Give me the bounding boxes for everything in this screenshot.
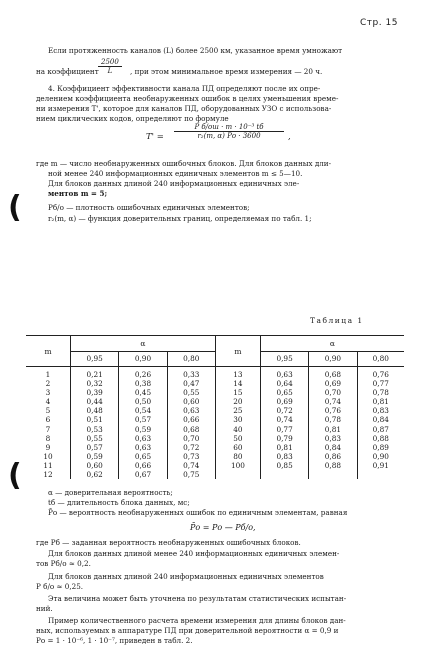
table-cell: 25 bbox=[215, 406, 260, 415]
table-cell bbox=[357, 470, 404, 479]
table-cell: 0,81 bbox=[309, 425, 357, 434]
text-line: r₂(m, α) — функция доверительных границ, определяемая по табл. 1; bbox=[48, 214, 312, 223]
formula-numerator: P б/ош · m · 10⁻³ tб bbox=[174, 123, 284, 132]
table-cell: 0,60 bbox=[167, 397, 215, 406]
text-line: ни измерения T', которое для каналов ПД, оборудованных УЗО с использова- bbox=[36, 104, 332, 113]
scan-binding-mark: ( bbox=[8, 190, 22, 225]
table-cell: 0,78 bbox=[357, 388, 404, 397]
col-header-alpha: α bbox=[260, 336, 404, 352]
table-cell: 0,75 bbox=[167, 470, 215, 479]
text-line: Если протяженность каналов (L) более 2500 км, указанное время умножают bbox=[48, 46, 343, 55]
table-row bbox=[26, 452, 404, 461]
text-line: Пример количественного расчета времени измерения для длины блоков дан- bbox=[48, 616, 346, 625]
table-cell: 0,70 bbox=[309, 388, 357, 397]
table-body bbox=[26, 367, 404, 480]
table-cell: 0,59 bbox=[71, 452, 119, 461]
table-cell: 14 bbox=[215, 379, 260, 388]
text-line: где Pб — заданная вероятность необнаруженных ошибочных блоков. bbox=[36, 538, 301, 547]
alpha-value: 0,90 bbox=[119, 351, 167, 367]
table-cell: 0,73 bbox=[167, 452, 215, 461]
table-cell: 0,53 bbox=[71, 425, 119, 434]
table-cell: 0,86 bbox=[309, 452, 357, 461]
table-cell: 0,67 bbox=[119, 470, 167, 479]
table-cell: 0,76 bbox=[309, 406, 357, 415]
text-line: ной менее 240 информационных единичных элементов m ≤ 5—10. bbox=[48, 169, 303, 178]
table-cell: 0,66 bbox=[167, 415, 215, 424]
table-cell: 2 bbox=[45, 379, 51, 389]
text-line: 4. Коэффициент эффективности канала ПД определяют после их опре- bbox=[48, 84, 321, 93]
text-line: , при этом минимальное время измерения — 20 ч. bbox=[130, 67, 323, 76]
text-line: ний. bbox=[36, 604, 53, 613]
alpha-value: 0,95 bbox=[71, 351, 119, 367]
col-header-m: m bbox=[26, 336, 71, 367]
table-cell: 0,83 bbox=[260, 452, 308, 461]
table-cell: 0,59 bbox=[119, 425, 167, 434]
table-row bbox=[26, 434, 404, 443]
formula-p0: P̄о = Pо — Pб/о, bbox=[190, 523, 256, 532]
text-line: Pб/о — плотность ошибочных единичных элементов; bbox=[48, 203, 250, 212]
fraction-numerator: 2500 bbox=[98, 58, 122, 67]
table-cell: 7 bbox=[45, 424, 51, 434]
text-line: тов Pб/о ≈ 0,2. bbox=[36, 559, 91, 568]
formula-lhs: T' = bbox=[146, 132, 164, 142]
formula-denominator: r₂(m, α) P̄о · 3600 bbox=[197, 132, 261, 140]
table-cell bbox=[215, 470, 260, 479]
table-cell: 40 bbox=[215, 425, 260, 434]
text-line: на коэффициент bbox=[36, 67, 99, 76]
table-cell: 0,84 bbox=[357, 415, 404, 424]
formula-tail: , bbox=[288, 132, 291, 142]
table-cell: 0,70 bbox=[167, 434, 215, 443]
col-header-m: m bbox=[215, 336, 260, 367]
text-line: P̄о — вероятность необнаруженных ошибок по единичным элементам, равная bbox=[48, 508, 348, 517]
table-cell: 0,83 bbox=[357, 406, 404, 415]
table-cell: 6 bbox=[45, 415, 51, 425]
table-cell: 9 bbox=[45, 442, 51, 452]
scan-binding-mark: ( bbox=[8, 458, 22, 493]
table-cell: 0,62 bbox=[71, 470, 119, 479]
coefficient-fraction bbox=[98, 58, 122, 75]
table-cell: 0,32 bbox=[71, 379, 119, 388]
table-cell: 0,33 bbox=[167, 367, 215, 380]
table-cell: 50 bbox=[215, 434, 260, 443]
table-row bbox=[26, 406, 404, 415]
alpha-value: 0,80 bbox=[167, 351, 215, 367]
table-cell: 0,57 bbox=[71, 443, 119, 452]
table-row bbox=[26, 461, 404, 470]
text-line: ментов m = 5; bbox=[48, 189, 108, 198]
table-cell: 0,21 bbox=[71, 367, 119, 380]
table-cell: 100 bbox=[215, 461, 260, 470]
text-line: где m — число необнаруженных ошибочных блоков. Для блоков данных дли- bbox=[36, 159, 332, 168]
table-cell: 4 bbox=[45, 397, 51, 407]
table-cell: 0,65 bbox=[119, 452, 167, 461]
table-cell: 0,38 bbox=[119, 379, 167, 388]
text-line: Для блоков данных длиной 240 информационных единичных элементов bbox=[48, 572, 324, 581]
table-row bbox=[26, 443, 404, 452]
table-cell: 0,63 bbox=[167, 406, 215, 415]
table-cell bbox=[309, 470, 357, 479]
table-cell: 80 bbox=[215, 452, 260, 461]
text-line: α — доверительная вероятность; bbox=[48, 488, 173, 497]
table-cell: 0,88 bbox=[309, 461, 357, 470]
table-cell: 0,74 bbox=[260, 415, 308, 424]
table-cell: 0,85 bbox=[260, 461, 308, 470]
table-cell: 0,72 bbox=[260, 406, 308, 415]
table-cell: 0,63 bbox=[119, 443, 167, 452]
table-cell: 0,44 bbox=[71, 397, 119, 406]
table-cell: 0,64 bbox=[260, 379, 308, 388]
table-cell: 0,83 bbox=[309, 434, 357, 443]
table-cell: 0,74 bbox=[309, 397, 357, 406]
table-row bbox=[26, 470, 404, 479]
text-line: Для блоков данных длиной 240 информационных единичных эле- bbox=[48, 179, 300, 188]
table-cell: 0,55 bbox=[167, 388, 215, 397]
table-cell: 0,84 bbox=[309, 443, 357, 452]
text-line: ных, используемых в аппаратуре ПД при доверительной вероятности α = 0,9 и bbox=[36, 626, 339, 635]
alpha-value: 0,95 bbox=[260, 351, 308, 367]
text-line: tб — длительность блока данных, мс; bbox=[48, 498, 190, 507]
table-cell: 0,78 bbox=[309, 415, 357, 424]
table-cell: 15 bbox=[215, 388, 260, 397]
table-cell: 10 bbox=[43, 451, 53, 461]
text-line: Pо = 1 · 10⁻⁶, 1 · 10⁻⁷, приведен в табл. 2. bbox=[36, 636, 193, 645]
fraction-denominator: L bbox=[107, 67, 113, 75]
table-cell: 0,69 bbox=[309, 379, 357, 388]
formula-fraction bbox=[174, 123, 284, 140]
table-cell: 0,65 bbox=[260, 388, 308, 397]
table-cell: 0,54 bbox=[119, 406, 167, 415]
text-line: P б/о ≈ 0,25. bbox=[36, 582, 84, 591]
confidence-table bbox=[26, 335, 404, 479]
table-cell: 0,76 bbox=[357, 367, 404, 380]
table-cell: 0,55 bbox=[71, 434, 119, 443]
text-line: нием циклических кодов, определяют по формуле bbox=[36, 114, 229, 123]
table-cell: 0,51 bbox=[71, 415, 119, 424]
table-cell: 0,63 bbox=[260, 367, 308, 380]
table-cell: 0,47 bbox=[167, 379, 215, 388]
table-cell: 0,89 bbox=[357, 443, 404, 452]
table-cell: 0,88 bbox=[357, 434, 404, 443]
table-row bbox=[26, 379, 404, 388]
table-row bbox=[26, 397, 404, 406]
table-cell: 12 bbox=[43, 470, 53, 480]
table-cell: 0,91 bbox=[357, 461, 404, 470]
table-cell: 0,81 bbox=[260, 443, 308, 452]
table-cell: 0,63 bbox=[119, 434, 167, 443]
alpha-value: 0,80 bbox=[357, 351, 404, 367]
table-cell: 0,60 bbox=[71, 461, 119, 470]
table-cell: 3 bbox=[45, 388, 51, 398]
text-line: Для блоков данных длиной менее 240 информационных единичных элемен- bbox=[48, 549, 340, 558]
table-cell: 0,68 bbox=[167, 425, 215, 434]
table-row bbox=[26, 367, 404, 380]
table-cell: 60 bbox=[215, 443, 260, 452]
table-cell: 0,48 bbox=[71, 406, 119, 415]
table-cell: 13 bbox=[215, 367, 260, 380]
table-cell: 0,74 bbox=[167, 461, 215, 470]
table-cell: 5 bbox=[45, 406, 51, 416]
table-cell: 0,87 bbox=[357, 425, 404, 434]
table-cell: 0,72 bbox=[167, 443, 215, 452]
table-caption: Таблица 1 bbox=[310, 316, 364, 325]
table-cell: 0,57 bbox=[119, 415, 167, 424]
table-cell: 0,66 bbox=[119, 461, 167, 470]
table-cell: 0,50 bbox=[119, 397, 167, 406]
table-cell: 0,45 bbox=[119, 388, 167, 397]
table-cell: 8 bbox=[45, 433, 51, 443]
table-cell: 11 bbox=[43, 460, 53, 470]
table-cell: 0,39 bbox=[71, 388, 119, 397]
text-line: Эта величина может быть уточнена по результатам статистических испытан- bbox=[48, 594, 347, 603]
table-row bbox=[26, 388, 404, 397]
alpha-value: 0,90 bbox=[309, 351, 357, 367]
table-cell: 0,26 bbox=[119, 367, 167, 380]
text-line: делением коэффициента необнаруженных ошибок в целях уменьшения време- bbox=[36, 94, 339, 103]
table-cell bbox=[260, 470, 308, 479]
table-row bbox=[26, 425, 404, 434]
col-header-alpha: α bbox=[71, 336, 216, 352]
table-cell: 0,77 bbox=[260, 425, 308, 434]
table-cell: 30 bbox=[215, 415, 260, 424]
table-cell: 0,90 bbox=[357, 452, 404, 461]
table-cell: 0,68 bbox=[309, 367, 357, 380]
table-row bbox=[26, 415, 404, 424]
table-cell: 1 bbox=[45, 370, 51, 379]
table-cell: 20 bbox=[215, 397, 260, 406]
table-cell: 0,81 bbox=[357, 397, 404, 406]
table-cell: 0,77 bbox=[357, 379, 404, 388]
table-cell: 0,69 bbox=[260, 397, 308, 406]
table-cell: 0,79 bbox=[260, 434, 308, 443]
page-number: Стр. 15 bbox=[360, 18, 398, 28]
